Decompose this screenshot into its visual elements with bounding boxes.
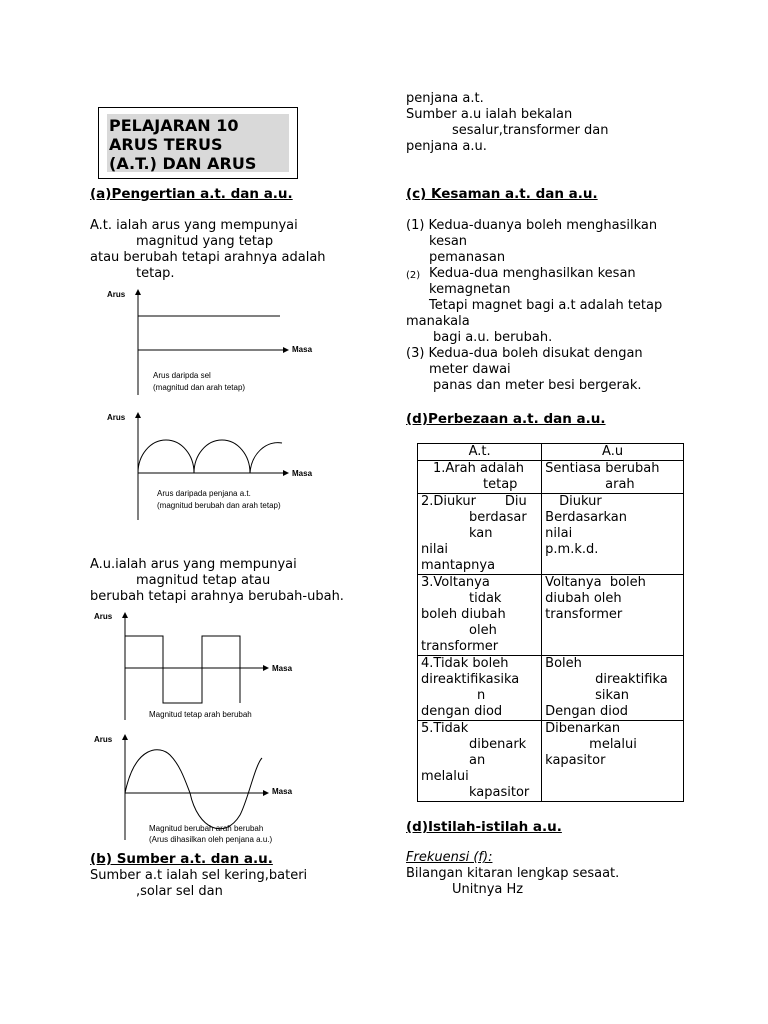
section-c-line-9: (3) Kedua-dua boleh disukat dengan	[406, 346, 643, 361]
cell-line: direaktifikasika	[421, 672, 520, 687]
heading-section-e: (d)Istilah-istilah a.u.	[406, 819, 562, 835]
cell-line: Dengan diod	[545, 704, 629, 719]
cell-line: kapasitor	[469, 785, 530, 800]
table-cell-au	[542, 575, 684, 656]
section-c-line-2: kesan	[429, 234, 468, 249]
cell-line: melalui	[421, 769, 469, 784]
table-cell-au	[542, 494, 684, 575]
table-row	[418, 494, 684, 575]
fig4-ylabel: Arus	[94, 735, 113, 744]
table-cell-at	[418, 494, 542, 575]
fig4-caption-1: Magnitud berubah arah berubah	[149, 824, 264, 833]
cell-line: Boleh	[545, 656, 582, 671]
title-line-3: (A.T.) DAN ARUS	[109, 154, 257, 173]
section-c-line-10: meter dawai	[429, 362, 511, 377]
section-b-line-1: Sumber a.t ialah sel kering,bateri	[90, 868, 308, 883]
at-def-line-2: magnitud yang tetap	[136, 234, 274, 249]
fig2-caption-1: Arus daripada penjana a.t.	[157, 489, 251, 498]
fig1-caption-1: Arus daripda sel	[153, 371, 211, 380]
fig1-ylabel: Arus	[107, 290, 126, 299]
cell-line: tidak	[469, 591, 502, 606]
cell-line: dibenark	[469, 737, 527, 752]
table-header-at: A.t.	[418, 444, 542, 461]
fig1-xlabel: Masa	[292, 345, 313, 354]
section-c-line-8: bagi a.u. berubah.	[433, 330, 553, 345]
section-c-line-5: kemagnetan	[429, 282, 511, 297]
table-row	[418, 721, 684, 802]
at-def-line-1: A.t. ialah arus yang mempunyai	[90, 218, 298, 233]
cell-line: Diukur	[559, 494, 602, 509]
cell-line: p.m.k.d.	[545, 542, 599, 557]
au-def-line-3: berubah tetapi arahnya berubah-ubah.	[90, 589, 344, 604]
page-title	[109, 116, 256, 173]
cell-line: Berdasarkan	[545, 510, 627, 525]
cell-line: boleh diubah	[421, 607, 506, 622]
cell-line: an	[469, 753, 486, 768]
cell-line: Dibenarkan	[545, 721, 621, 736]
cell-line: oleh	[469, 623, 497, 638]
table-cell-at	[418, 721, 542, 802]
title-line-2: ARUS TERUS	[109, 135, 223, 154]
fig3-xlabel: Masa	[272, 664, 293, 673]
section-c-line-4: Kedua-dua menghasilkan kesan	[429, 266, 636, 281]
heading-section-d: (d)Perbezaan a.t. dan a.u.	[406, 411, 606, 427]
section-c-line-6: Tetapi magnet bagi a.t adalah tetap	[429, 298, 663, 313]
cell-line: arah	[605, 477, 635, 492]
cell-line: melalui	[589, 737, 637, 752]
cell-line: Voltanya boleh	[545, 575, 646, 590]
table-cell-au	[542, 721, 684, 802]
section-c-number-2: (2)	[406, 270, 421, 281]
fig4-xlabel: Masa	[272, 787, 293, 796]
cell-line: mantapnya	[421, 558, 496, 573]
table-cell-at	[418, 461, 542, 494]
right-top-line-4: penjana a.u.	[406, 139, 487, 154]
cell-line: kapasitor	[545, 753, 606, 768]
fig2-xlabel: Masa	[292, 469, 313, 478]
table-header-row	[418, 444, 684, 461]
title-box	[98, 107, 298, 179]
right-top-line-1: penjana a.t.	[406, 91, 484, 106]
cell-line: n	[477, 688, 486, 703]
heading-section-a: (a)Pengertian a.t. dan a.u.	[90, 186, 293, 202]
fig1-caption-2: (magnitud dan arah tetap)	[153, 383, 246, 392]
at-def-line-4: tetap.	[136, 266, 175, 281]
section-c-line-11: panas dan meter besi bergerak.	[433, 378, 642, 393]
cell-line: diubah oleh	[545, 591, 622, 606]
fig3-caption-1: Magnitud tetap arah berubah	[149, 710, 252, 719]
table-cell-au	[542, 656, 684, 721]
fig2-caption-2: (magnitud berubah dan arah tetap)	[157, 501, 281, 510]
heading-section-b: (b) Sumber a.t. dan a.u.	[90, 851, 273, 867]
cell-line: dengan diod	[421, 704, 503, 719]
cell-line: transformer	[545, 607, 623, 622]
cell-line: 4.Tidak boleh	[421, 656, 509, 671]
section-c-line-7: manakala	[406, 314, 470, 329]
term-frequency: Frekuensi (f):	[406, 850, 493, 865]
table-row	[418, 656, 684, 721]
section-e-line-2: Unitnya Hz	[452, 882, 524, 897]
fig4-caption-2: (Arus dihasilkan oleh penjana a.u.)	[149, 835, 273, 844]
au-def-line-1: A.u.ialah arus yang mempunyai	[90, 557, 297, 572]
cell-line: 1.Arah adalah	[433, 461, 524, 476]
at-def-line-3: atau berubah tetapi arahnya adalah	[90, 250, 326, 265]
section-c-line-3: pemanasan	[429, 250, 506, 265]
cell-line: kan	[469, 526, 493, 541]
right-top-line-2: Sumber a.u ialah bekalan	[406, 107, 573, 122]
cell-line: Sentiasa berubah	[545, 461, 660, 476]
cell-line: sikan	[595, 688, 630, 703]
table-cell-au	[542, 461, 684, 494]
section-b-line-2: ,solar sel dan	[136, 884, 223, 899]
fig2-ylabel: Arus	[107, 413, 126, 422]
title-line-1: PELAJARAN 10	[109, 116, 239, 135]
comparison-table	[417, 443, 684, 802]
cell-line: 3.Voltanya	[421, 575, 490, 590]
section-c-line-1: (1) Kedua-duanya boleh menghasilkan	[406, 218, 658, 233]
cell-line: nilai	[545, 526, 573, 541]
figure-square-ac	[90, 608, 293, 723]
table-header-au: A.u	[542, 444, 684, 461]
cell-line: berdasar	[469, 510, 527, 525]
cell-line: 2.Diukur Diu	[421, 494, 527, 509]
table-row	[418, 461, 684, 494]
cell-line: 5.Tidak	[421, 721, 469, 736]
cell-line: direaktifika	[595, 672, 668, 687]
cell-line: transformer	[421, 639, 499, 654]
heading-section-c: (c) Kesaman a.t. dan a.u.	[406, 186, 598, 202]
table-row	[418, 575, 684, 656]
table-cell-at	[418, 656, 542, 721]
cell-line: tetap	[483, 477, 518, 492]
cell-line: nilai	[421, 542, 449, 557]
fig3-ylabel: Arus	[94, 612, 113, 621]
table-cell-at	[418, 575, 542, 656]
au-def-line-2: magnitud tetap atau	[136, 573, 271, 588]
section-e-line-1: Bilangan kitaran lengkap sesaat.	[406, 866, 620, 881]
right-top-line-3: sesalur,transformer dan	[452, 123, 609, 138]
